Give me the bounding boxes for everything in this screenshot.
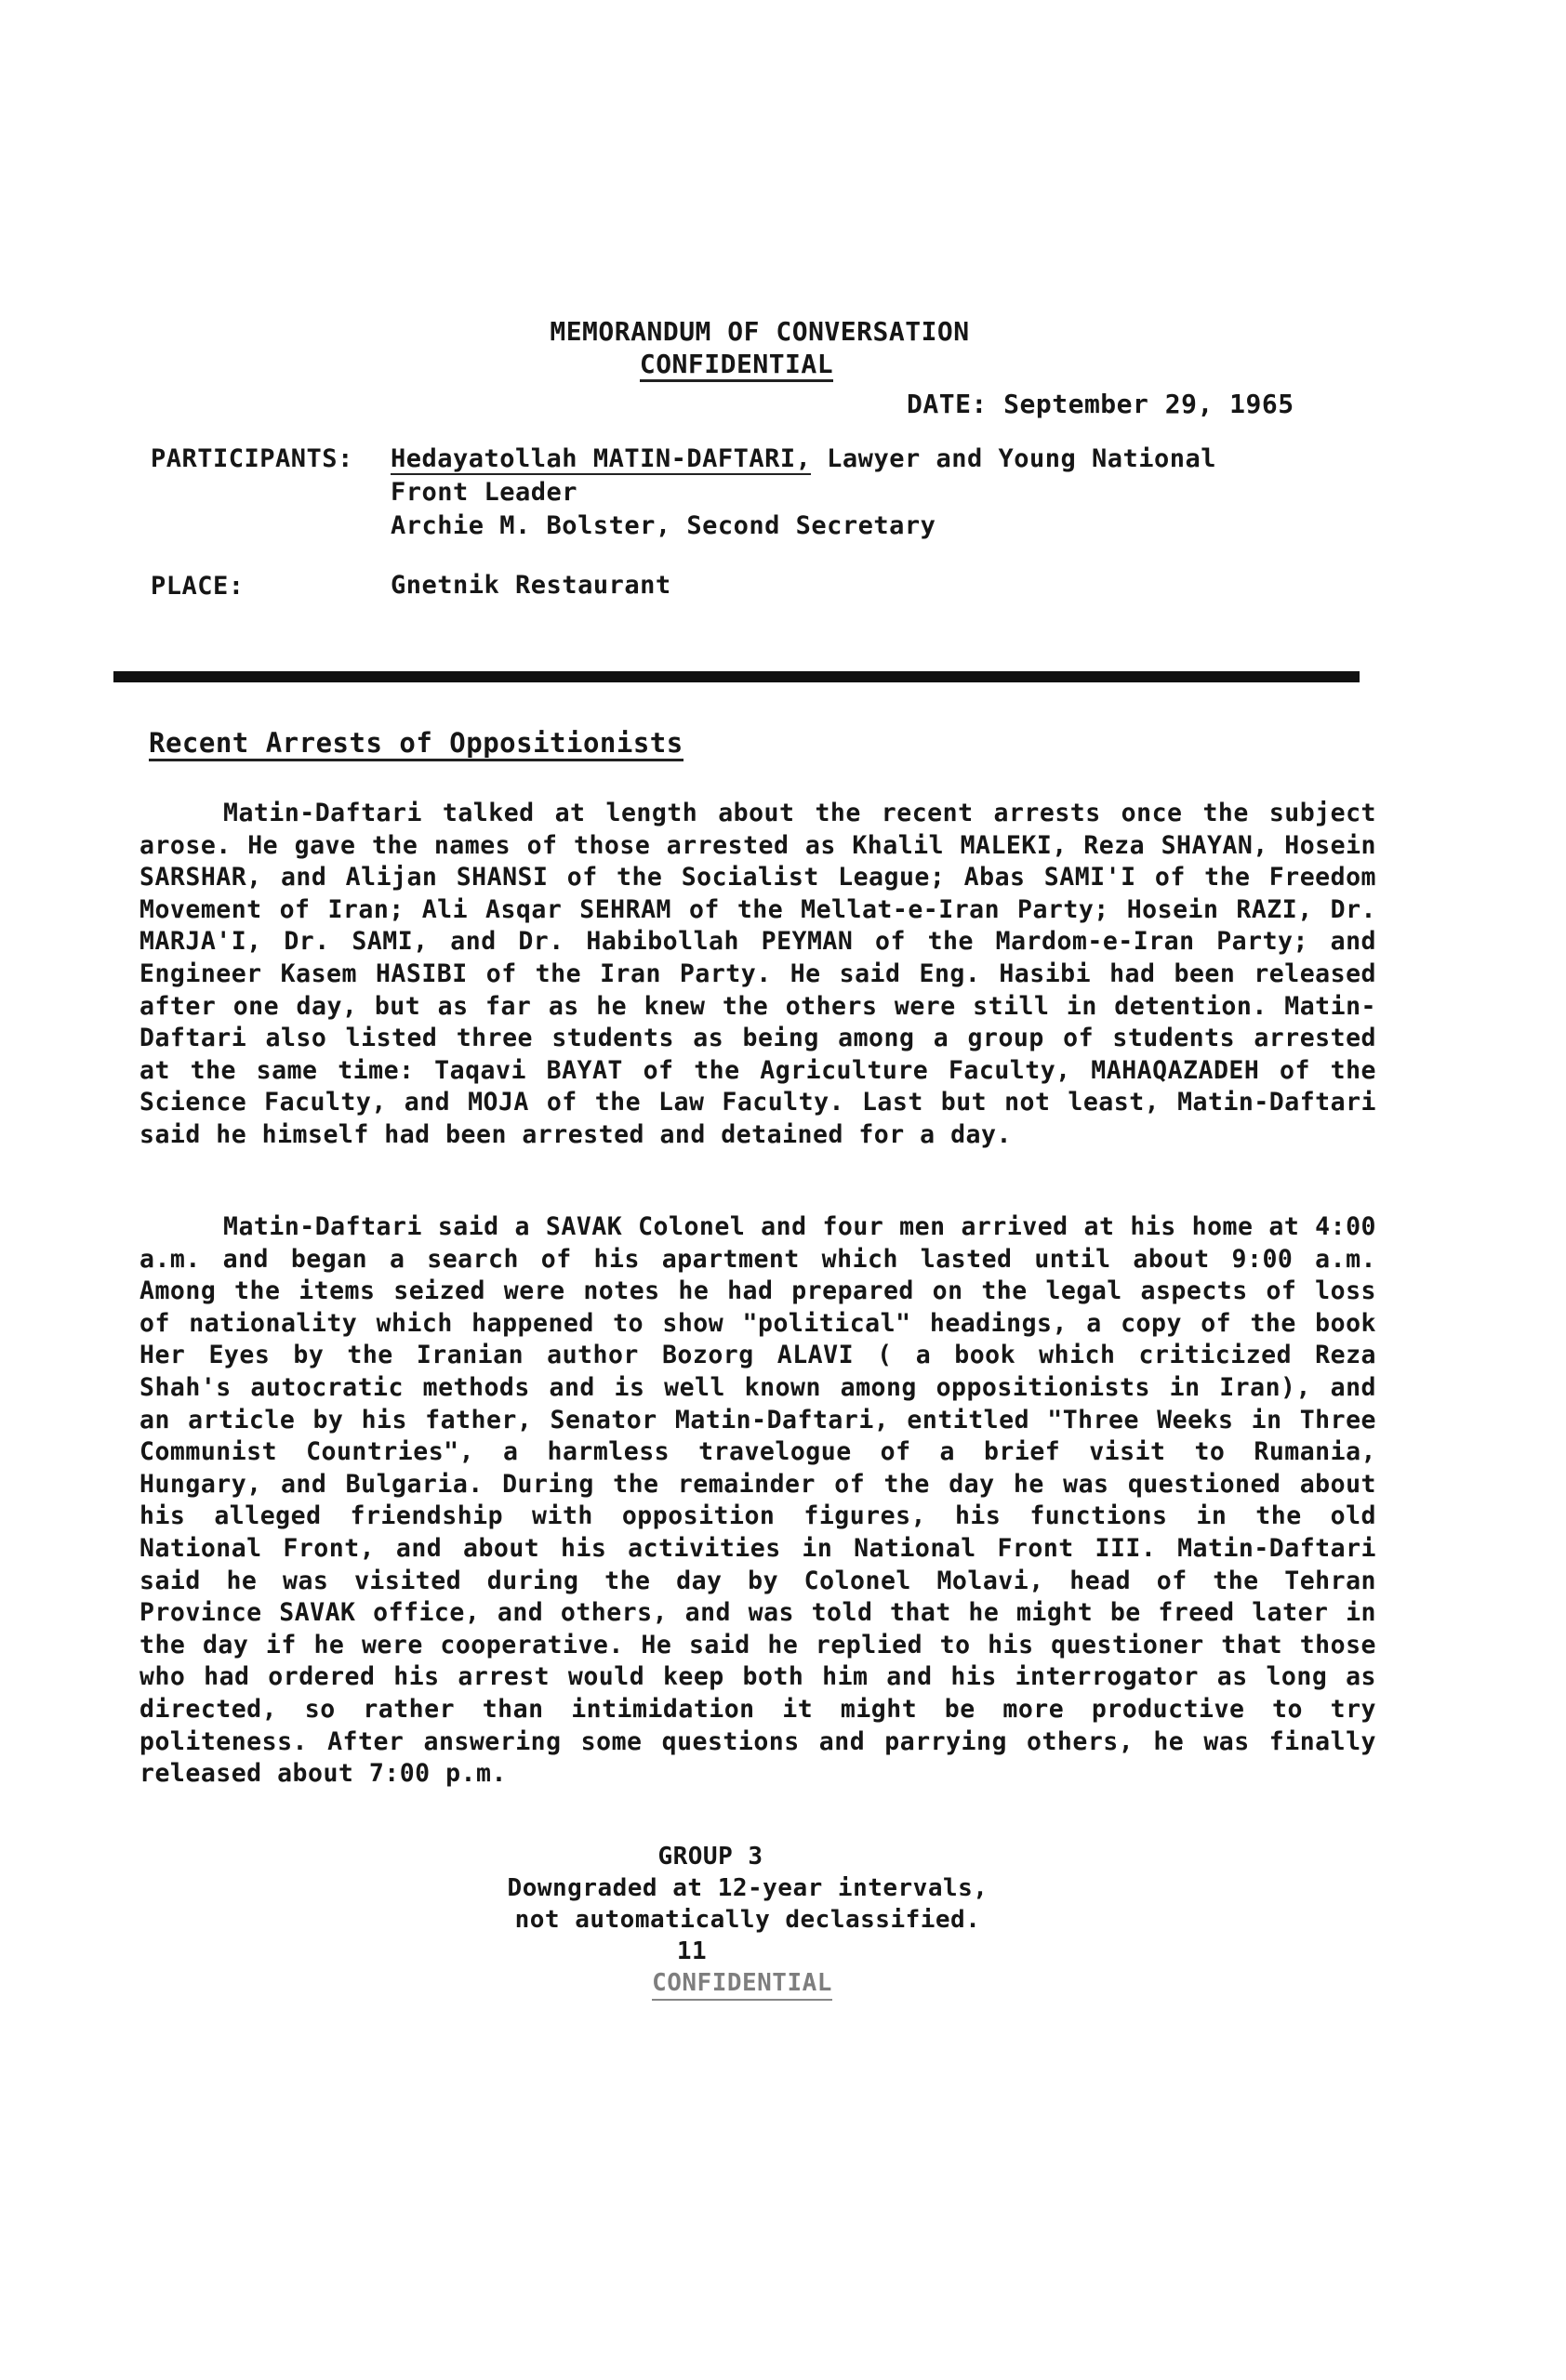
- date-value: September 29, 1965: [1003, 389, 1294, 419]
- footer: [0, 1841, 1531, 2001]
- date-label: DATE:: [907, 389, 988, 419]
- participant-one: [391, 443, 1216, 476]
- participant-one-role: Lawyer and Young National: [827, 444, 1217, 473]
- separator-rule: [113, 671, 1360, 682]
- paragraph-arrests: Matin-Daftari talked at length about the recent arrests once the subject arose. He gave the names of those arrested as Khalil MALEKI, Reza SHAYAN, Hosein SARSHAR, and Alijan SHANSI of the Socialist League; Abas SAMI'I of the Freedom Movement of Iran; Ali Asqar SEHRAM of the Mellat-e-Iran Party; Hosein RAZI, Dr. MARJA'I, Dr. SAMI, and Dr. Habibollah PEYMAN of the Mardom-e-Iran Party; and Engineer Kasem HASIBI of the Iran Party. He said Eng. Hasibi had been released after one day, but as far as he knew the others were still in detention. Matin-Daftari also listed three students as being among a group of students arrested at the same time: Taqavi BAYAT of the Agriculture Faculty, MAHAQAZADEH of the Science Faculty, and MOJA of the Law Faculty. Last but not least, Matin-Daftari said he himself had been arrested and detained for a day.: [139, 799, 1376, 1149]
- section-heading: [149, 727, 683, 759]
- downgrade-line-2: not automatically declassified.: [514, 1906, 981, 1934]
- place-label: PLACE:: [151, 572, 245, 601]
- memo-title: MEMORANDUM OF CONVERSATION: [550, 316, 970, 347]
- downgrade-line-1: Downgraded at 12-year intervals,: [507, 1874, 989, 1902]
- paragraph-search: Matin-Daftari said a SAVAK Colonel and four men arrived at his home at 4:00 a.m. and began a search of his apartment which lasted until about 9:00 a.m. Among the items seized were notes he had prepared on the legal aspects of loss of nationality which happened to show "political" headings, a copy of the book Her Eyes by the Iranian author Bozorg ALAVI ( a book which criticized Reza Shah's autocratic methods and is well known among oppositionists in Iran), and an article by his father, Senator Matin-Daftari, entitled "Three Weeks in Three Communist Countries", a harmless travelogue of a brief visit to Rumania, Hungary, and Bulgaria. During the remainder of the day he was questioned about his alleged friendship with opposition figures, his functions in the old National Front, and about his activities in National Front III. Matin-Daftari said he was visited during the day by Colonel Molavi, head of the Tehran Province SAVAK office, and others, and was told that he might be freed later in the day if he were cooperative. He said he replied to his questioner that those who had ordered his arrest would keep both him and his interrogator as long as directed, so rather than intimidation it might be more productive to try politeness. After answering some questions and parrying others, he was finally released about 7:00 p.m.: [139, 1212, 1376, 1789]
- participants-label: PARTICIPANTS:: [151, 444, 353, 473]
- section-heading-text: Recent Arrests of Oppositionists: [149, 727, 683, 761]
- date-line: [907, 389, 1294, 419]
- classification-label: CONFIDENTIAL: [640, 349, 833, 382]
- group-marking: GROUP 3: [657, 1843, 763, 1871]
- classification-header: [0, 349, 1520, 379]
- participant-one-name: Hedayatollah MATIN-DAFTARI,: [391, 444, 812, 473]
- participant-two: Archie M. Bolster, Second Secretary: [391, 511, 936, 540]
- place-value: Gnetnik Restaurant: [391, 571, 671, 600]
- participants-list: [391, 443, 1216, 543]
- page-number: 11: [676, 1937, 708, 1965]
- participant-one-role-cont: Front Leader: [391, 478, 578, 507]
- classification-footer: CONFIDENTIAL: [652, 1967, 832, 2001]
